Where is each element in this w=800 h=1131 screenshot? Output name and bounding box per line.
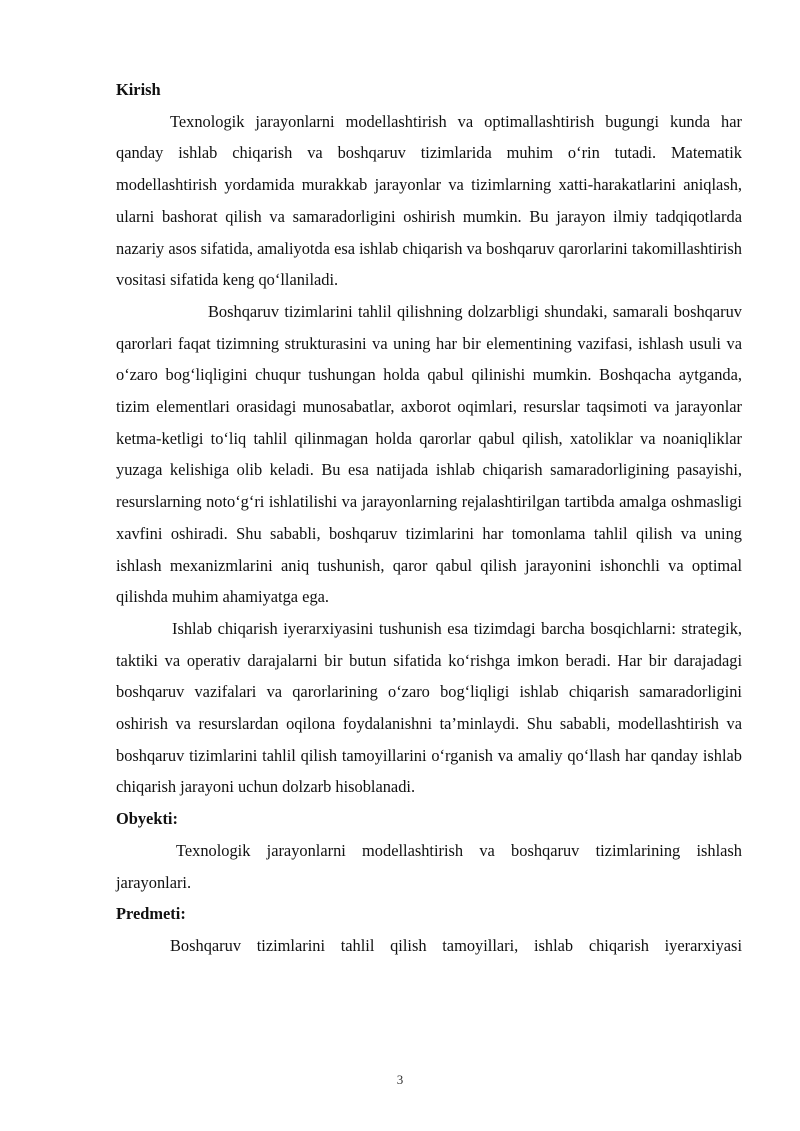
page-number: 3 <box>396 1072 404 1087</box>
heading-object: Obyekti: <box>116 809 178 829</box>
heading-subject: Predmeti: <box>116 904 186 924</box>
paragraph-intro-3: Ishlab chiqarish iyerarxiyasini tushunish esa tizimdagi barcha bosqichlarni: strategik, taktiki va operativ darajalarni bir butun sifatida ko‘rishga imkon beradi. Har bir darajadagi boshqaruv vazifalari va qarorlarining o‘zaro bog‘liqligi ishlab chiqarish samaradorligini oshirish va resurslardan oqilona foydalanishni ta’minlaydi. Shu sababli, modellashtirish va boshqaruv tizimlarini tahlil qilish tamoyillarini o‘rganish va amaliy qo‘llash har qanday ishlab chiqarish jarayoni uchun dolzarb hisoblanadi. <box>116 618 742 797</box>
paragraph-object: Texnologik jarayonlarni modellashtirish va boshqaruv tizimlarining ishlash jarayonlari. <box>116 840 742 892</box>
document-page <box>116 74 742 962</box>
paragraph-subject: Boshqaruv tizimlarini tahlil qilish tamoyillari, ishlab chiqarish iyerarxiyasi <box>170 935 742 955</box>
paragraph-intro-1: Texnologik jarayonlarni modellashtirish va optimallashtirish bugungi kunda har qanday ishlab chiqarish va boshqaruv tizimlarida muhim o‘rin tutadi. Matematik modellashtirish yordamida murakkab jarayonlar va tizimlarning xatti-harakatlarini aniqlash, ularni bashorat qilish va samaradorligini oshirish mumkin. Bu jarayon ilmiy tadqiqotlarda nazariy asos sifatida, amaliyotda esa ishlab chiqarish va boshqaruv qarorlarini takomillashtirish vositasi sifatida keng qo‘llaniladi. <box>116 111 742 290</box>
heading-intro: Kirish <box>116 80 161 99</box>
paragraph-intro-2: Boshqaruv tizimlarini tahlil qilishning dolzarbligi shundaki, samarali boshqaruv qarorlari faqat tizimning strukturasini va uning har bir elementining vazifasi, ishlash usuli va o‘zaro bog‘liqligini chuqur tushungan holda qabul qilinishi mumkin. Boshqacha aytganda, tizim elementlari orasidagi munosabatlar, axborot oqimlari, resurslar taqsimoti va jarayonlar ketma-ketligi to‘liq tahlil qilinmagan holda qarorlar qabul qilish, xatoliklar va noaniqliklar yuzaga kelishiga olib keladi. Bu esa natijada ishlab chiqarish samaradorligining pasayishi, resurslarning noto‘g‘ri ishlatilishi va jarayonlarning rejalashtirilgan tartibda amalga oshmasligi xavfini oshiradi. Shu sababli, boshqaruv tizimlarini har tomonlama tahlil qilish va uning ishlash mexanizmlarini aniq tushunish, qaror qabul qilish jarayonini ishonchli va optimal qilishda muhim ahamiyatga ega. <box>116 301 742 607</box>
